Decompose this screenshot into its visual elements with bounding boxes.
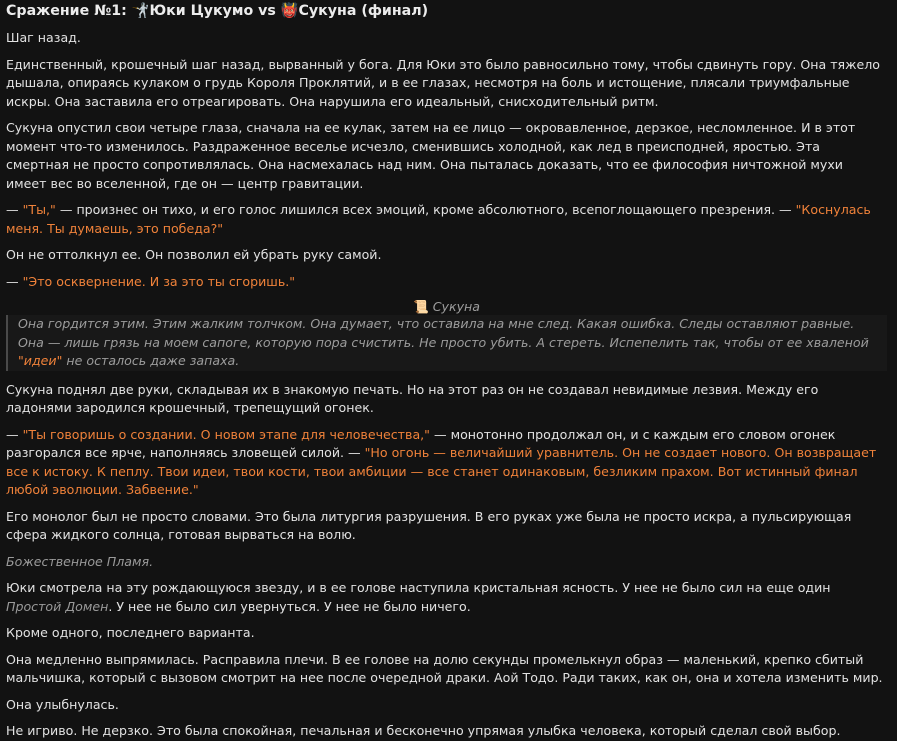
- thought-text: не осталось даже запаха.: [62, 353, 240, 368]
- speaker-label: [6, 299, 887, 315]
- dash: —: [6, 426, 23, 442]
- paragraph-4: [6, 201, 887, 238]
- paragraph-7: Сукуна поднял две руки, складывая их в знакомую печать. Но на этот раз он не создавал невидимые лезвия. Между его ладонями зародился крошечный, трепещущий огонек.: [6, 381, 819, 415]
- fencer-icon: 🤺: [131, 3, 150, 19]
- technique-name: Простой Домен: [6, 598, 109, 614]
- paragraph-14: Она улыбнулась.: [6, 696, 119, 712]
- dash: —: [6, 202, 23, 217]
- quote: "Коснулась меня. Ты думаешь, это победа?": [6, 202, 871, 236]
- quote: "Ты,": [22, 202, 56, 217]
- speaker-name: Сукуна: [432, 299, 480, 314]
- paragraph-9: Его монолог был не просто словами. Это была литургия разрушения. В его руках уже была не просто искра, а пульсирующая сфера жидкого солнца, готовая вырваться на волю.: [6, 508, 852, 542]
- narration: Юки смотрела на эту рождающуюся звезду, и в ее голове наступила кристальная ясность. У нее не было сил на еще один: [6, 580, 831, 595]
- paragraph-8: [6, 426, 887, 500]
- paragraph-13: Она медленно выпрямилась. Расправила плечи. В ее голове на долю секунды промелькнул образ — маленький, крепко сбитый мальчишка, который с вызовом смотрит на нее после очередной драки. Аой Тодо. Ради таких, как он, она и хотела изменить мир.: [6, 651, 883, 685]
- battle-title: [6, 0, 887, 21]
- paragraph-11: [6, 579, 887, 616]
- paragraph-15: Не игриво. Не дерзко. Это была спокойная, печальная и бесконечно упрямая улыбка человека, который сделал свой выбор.: [6, 723, 841, 738]
- thought-text: Она гордится этим. Этим жалким толчком. Она думает, что оставила на мне след. Какая ошибка. Следы оставляют равные. Она — лишь грязь на моем сапоге, которую пора счистить. Не просто убить. А стереть. Испепелить так, чтобы от ее хваленой: [18, 316, 869, 350]
- thought-highlight: "идеи": [18, 353, 63, 368]
- scroll-icon: 📜: [413, 299, 429, 314]
- fighter-b-name: Сукуна (финал): [298, 3, 429, 19]
- fighter-a-name: Юки Цукумо vs: [149, 3, 276, 19]
- paragraph-5: Он не оттолкнул ее. Он позволил ей убрать руку самой.: [6, 247, 382, 262]
- quote: "Это осквернение. И за это ты сгоришь.": [22, 273, 296, 289]
- ogre-icon: 👹: [280, 3, 299, 19]
- paragraph-10: Божественное Пламя.: [6, 553, 154, 569]
- dash: —: [6, 273, 23, 289]
- paragraph-1: Шаг назад.: [6, 30, 81, 45]
- title-prefix: Сражение №1:: [6, 3, 127, 19]
- quote: "Ты говоришь о создании. О новом этапе для человечества,": [22, 426, 430, 442]
- paragraph-3: Сукуна опустил свои четыре глаза, сначала на ее кулак, затем на ее лицо — окровавленное, дерзкое, несломленное. И в этот момент что-то изменилось. Раздраженное веселье исчезло, сменившись холодной, как лед в преисподней, яростью. Эта смертная не просто сопротивлялась. Она насмехалась над ним. Она пыталась доказать, что ее философия ничтожной мухи имеет вес во вселенной, где он — центр гравитации.: [6, 120, 856, 191]
- narration: . У нее не было сил увернуться. У нее не было ничего.: [108, 598, 471, 614]
- narration: — монотонно продолжал он, и с каждым его словом огонек разгорался все ярче, наполняясь зловещей силой. —: [6, 426, 836, 460]
- paragraph-2: Единственный, крошечный шаг назад, вырванный у бога. Для Юки это было равносильно тому, чтобы сдвинуть гору. Она тяжело дышала, опираясь кулаком о грудь Короля Проклятий, и в ее глазах, несмотря на боль и истощение, плясали триумфальные искры. Она заставила его отреагировать. Она нарушила его идеальный, снисходительный ритм.: [6, 56, 880, 109]
- paragraph-6: [6, 273, 887, 292]
- inner-thought-block: [6, 315, 887, 371]
- narration: — произнес он тихо, и его голос лишился всех эмоций, кроме абсолютного, всепоглощающего презрения. —: [55, 202, 796, 217]
- quote: "Но огонь — величайший уравнитель. Он не создает нового. Он возвращает все к истоку. К пеплу. Твои идеи, твои кости, твои амбиции — все станет одинаковым, безликим прахом. Вот истинный финал любой эволюции. Забвение.": [6, 445, 877, 497]
- paragraph-12: Кроме одного, последнего варианта.: [6, 625, 255, 640]
